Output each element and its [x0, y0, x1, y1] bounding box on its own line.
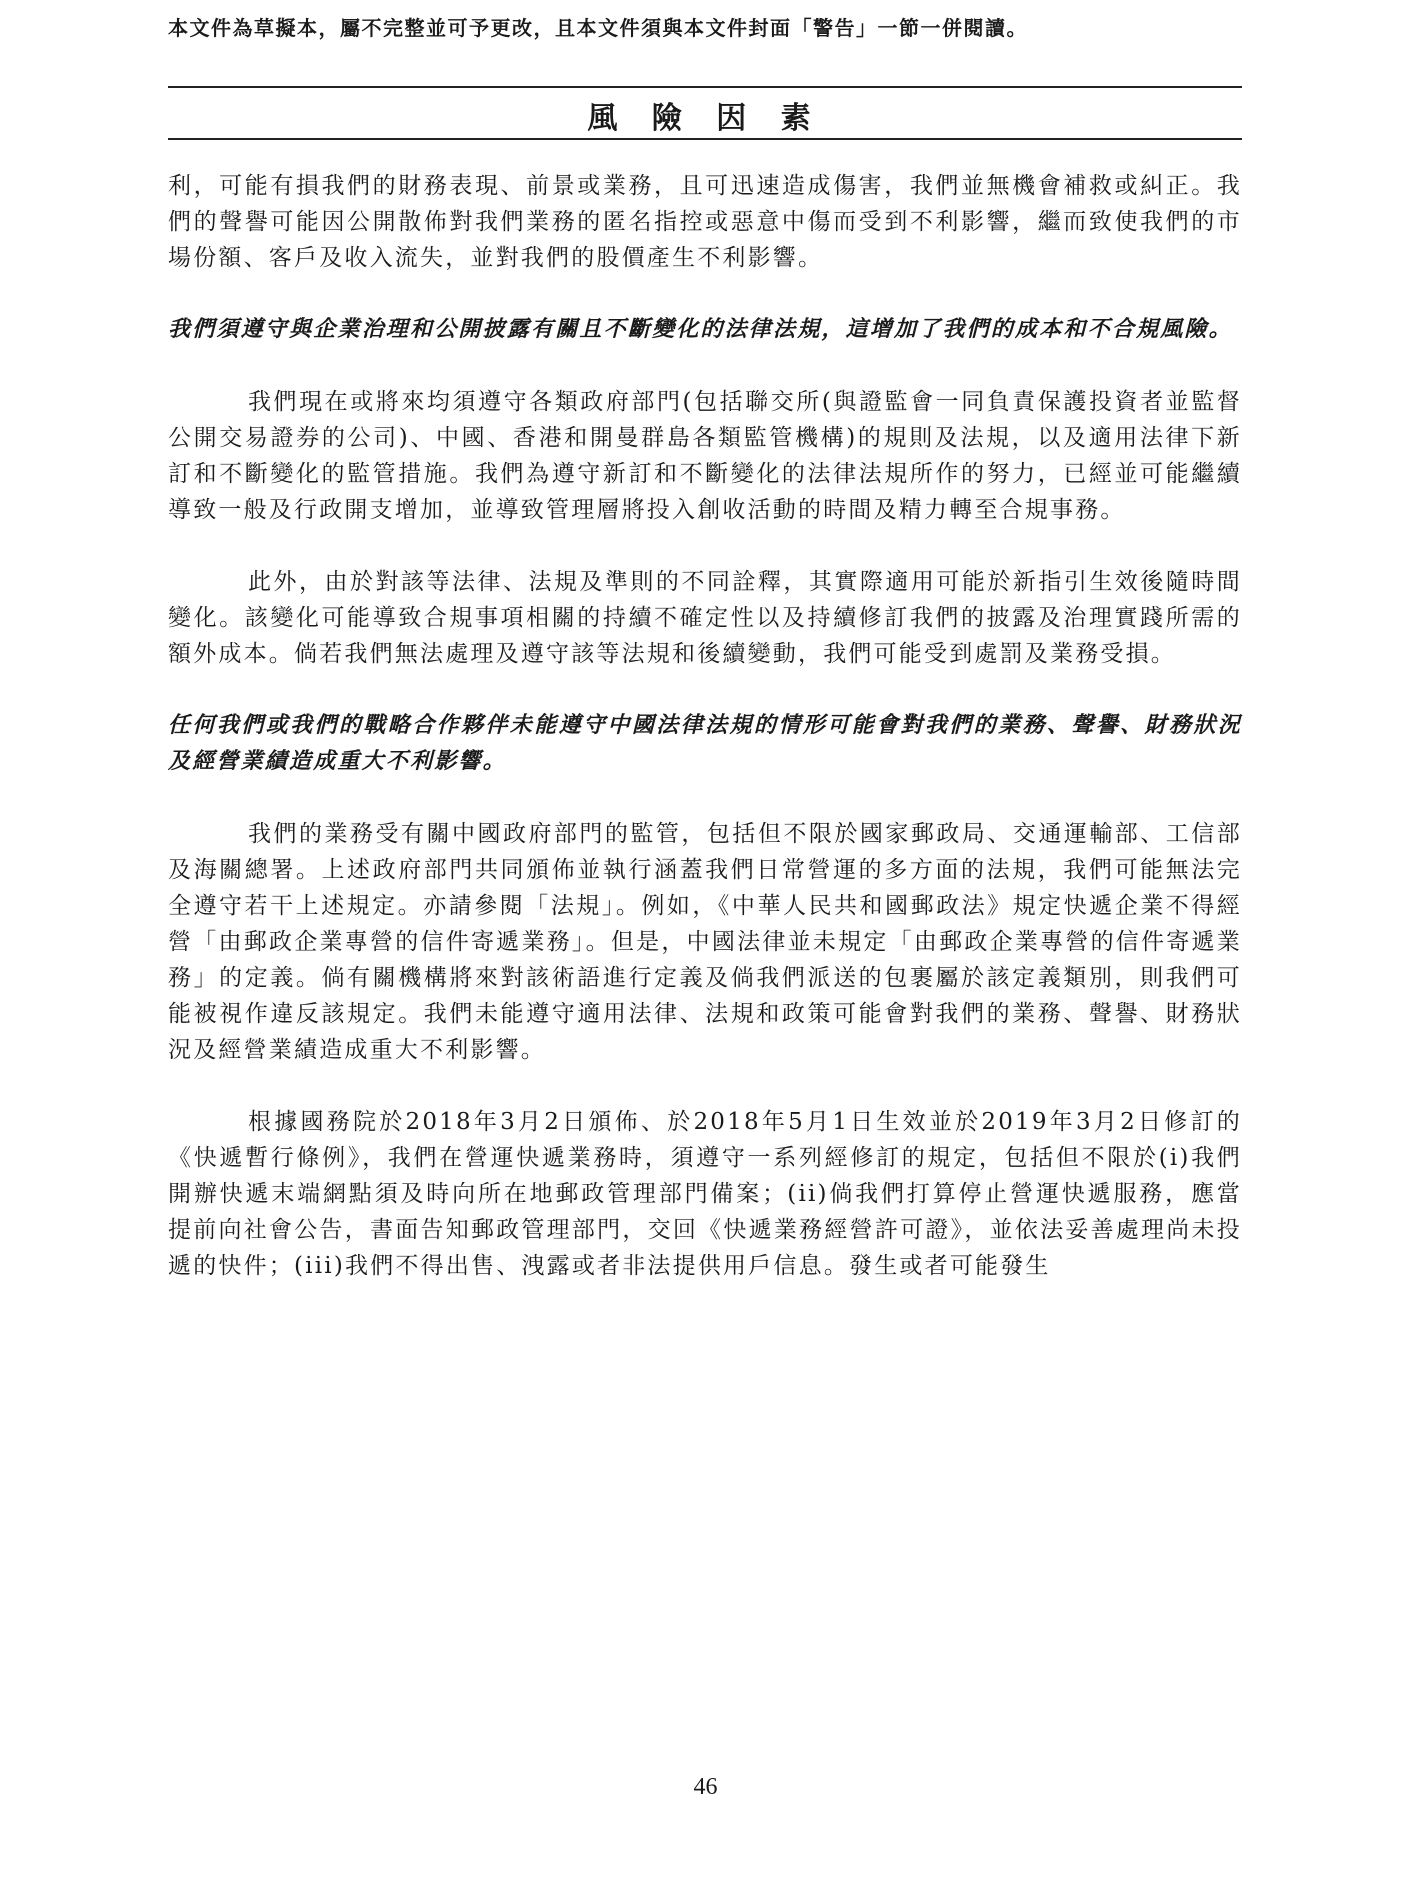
draft-disclaimer: 本文件為草擬本，屬不完整並可予更改，且本文件須與本文件封面「警告」一節一併閱讀。 — [168, 16, 1028, 40]
paragraph-continued: 利，可能有損我們的財務表現、前景或業務，且可迅速造成傷害，我們並無機會補救或糾正。我們的聲譽可能因公開散佈對我們業務的匿名指控或惡意中傷而受到不利影響，繼而致使我們的市場份額、客戶及收入流失，並對我們的股價產生不利影響。 — [168, 173, 1242, 271]
paragraph-regulatory-compliance: 我們現在或將來均須遵守各類政府部門(包括聯交所(與證監會一同負責保護投資者並監督公開交易證券的公司)、中國、香港和開曼群島各類監管機構)的規則及法規，以及適用法律下新訂和不斷變化的監管措施。我們為遵守新訂和不斷變化的法律法規所作的努力，已經並可能繼續導致一般及行政開支增加，並導致管理層將投入創收活動的時間及精力轉至合規事務。 — [168, 389, 1242, 523]
header-rule-top — [168, 86, 1242, 88]
paragraph-express-delivery-regulations: 根據國務院於2018年3月2日頒佈、於2018年5月1日生效並於2019年3月2日修訂的《快遞暫行條例》，我們在營運快遞業務時，須遵守一系列經修訂的規定，包括但不限於(i)我們開辦快遞末端網點須及時向所在地郵政管理部門備案；(ii)倘我們打算停止營運快遞服務，應當提前向社會公告，書面告知郵政管理部門，交回《快遞業務經營許可證》，並依法妥善處理尚未投遞的快件；(iii)我們不得出售、洩露或者非法提供用戶信息。發生或者可能發生 — [168, 1109, 1242, 1279]
section-title: 風 險 因 素 — [587, 101, 823, 136]
paragraph-interpretation-changes: 此外，由於對該等法律、法規及準則的不同詮釋，其實際適用可能於新指引生效後隨時間變化。該變化可能導致合規事項相關的持續不確定性以及持續修訂我們的披露及治理實踐所需的額外成本。倘若我們無法處理及遵守該等法規和後續變動，我們可能受到處罰及業務受損。 — [168, 569, 1242, 667]
page-number: 46 — [693, 1774, 718, 1800]
header-rule-bottom — [168, 138, 1242, 140]
paragraph-government-supervision: 我們的業務受有關中國政府部門的監管，包括但不限於國家郵政局、交通運輸部、工信部及海關總署。上述政府部門共同頒佈並執行涵蓋我們日常營運的多方面的法規，我們可能無法完全遵守若干上述規定。亦請參閱「法規」。例如，《中華人民共和國郵政法》規定快遞企業不得經營「由郵政企業專營的信件寄遞業務」。但是，中國法律並未規定「由郵政企業專營的信件寄遞業務」的定義。倘有關機構將來對該術語進行定義及倘我們派送的包裹屬於該定義類別，則我們可能被視作違反該規定。我們未能遵守適用法律、法規和政策可能會對我們的業務、聲譽、財務狀況及經營業績造成重大不利影響。 — [168, 821, 1242, 1063]
document-body — [168, 168, 1242, 1320]
risk-heading-corporate-governance: 我們須遵守與企業治理和公開披露有關且不斷變化的法律法規，這增加了我們的成本和不合規風險。 — [168, 317, 1233, 342]
risk-heading-prc-law-compliance: 任何我們或我們的戰略合作夥伴未能遵守中國法律法規的情形可能會對我們的業務、聲譽、財務狀況及經營業績造成重大不利影響。 — [168, 713, 1242, 774]
